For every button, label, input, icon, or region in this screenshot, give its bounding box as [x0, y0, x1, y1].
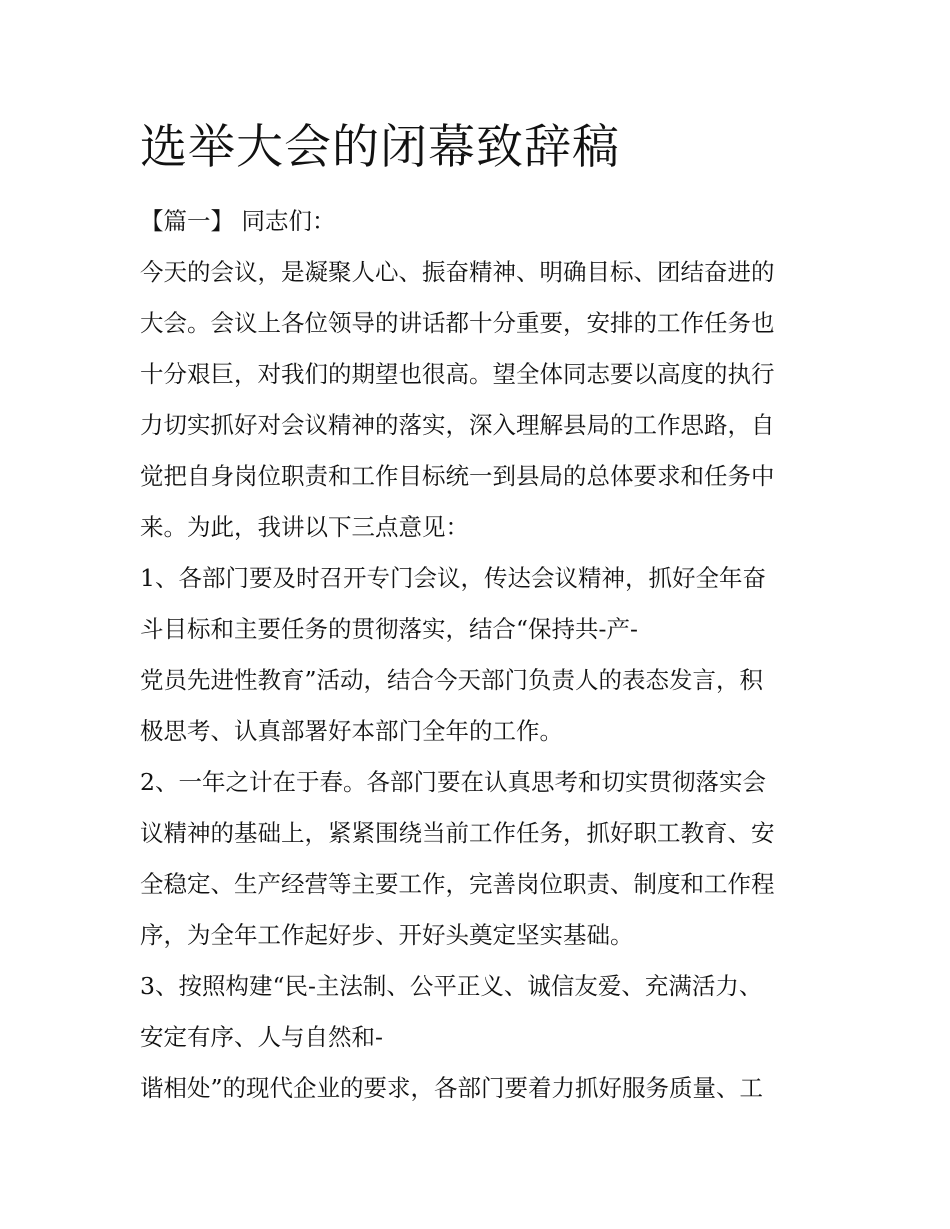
paragraph-line: 力切实抓好对会议精神的落实，深入理解县局的工作思路，自	[140, 411, 775, 439]
paragraph-line: 今天的会议，是凝聚人心、振奋精神、明确目标、团结奋进的	[140, 258, 775, 286]
point-3-line: 安定有序、人与自然和-	[140, 1023, 383, 1051]
point-1-line: 斗目标和主要任务的贯彻落实，结合“保持共-产-	[140, 615, 638, 643]
paragraph-line: 大会。会议上各位领导的讲话都十分重要，安排的工作任务也	[140, 309, 775, 337]
point-2-line: 2、一年之计在于春。各部门要在认真思考和切实贯彻落实会	[140, 768, 766, 796]
point-2-line: 全稳定、生产经营等主要工作，完善岗位职责、制度和工作程	[140, 870, 775, 898]
paragraph-line: 十分艰巨，对我们的期望也很高。望全体同志要以高度的执行	[140, 360, 775, 388]
document-title: 选举大会的闭幕致辞稿	[140, 120, 620, 175]
paragraph-line: 觉把自身岗位职责和工作目标统一到县局的总体要求和任务中	[140, 462, 775, 490]
point-1-line: 极思考、认真部署好本部门全年的工作。	[140, 717, 563, 745]
point-2-line: 序，为全年工作起好步、开好头奠定坚实基础。	[140, 921, 634, 949]
point-1-line: 党员先进性教育”活动，结合今天部门负责人的表态发言，积	[140, 666, 764, 694]
intro-salutation: 【篇一】 同志们：	[140, 207, 336, 235]
point-2-line: 议精神的基础上，紧紧围绕当前工作任务，抓好职工教育、安	[140, 819, 775, 847]
point-3-line: 谐相处”的现代企业的要求，各部门要着力抓好服务质量、工	[140, 1074, 764, 1102]
point-1-line: 1、各部门要及时召开专门会议，传达会议精神，抓好全年奋	[140, 564, 766, 592]
paragraph-line: 来。为此，我讲以下三点意见：	[140, 513, 469, 541]
point-3-line: 3、按照构建“民-主法制、公平正义、诚信友爱、充满活力、	[140, 972, 763, 1000]
